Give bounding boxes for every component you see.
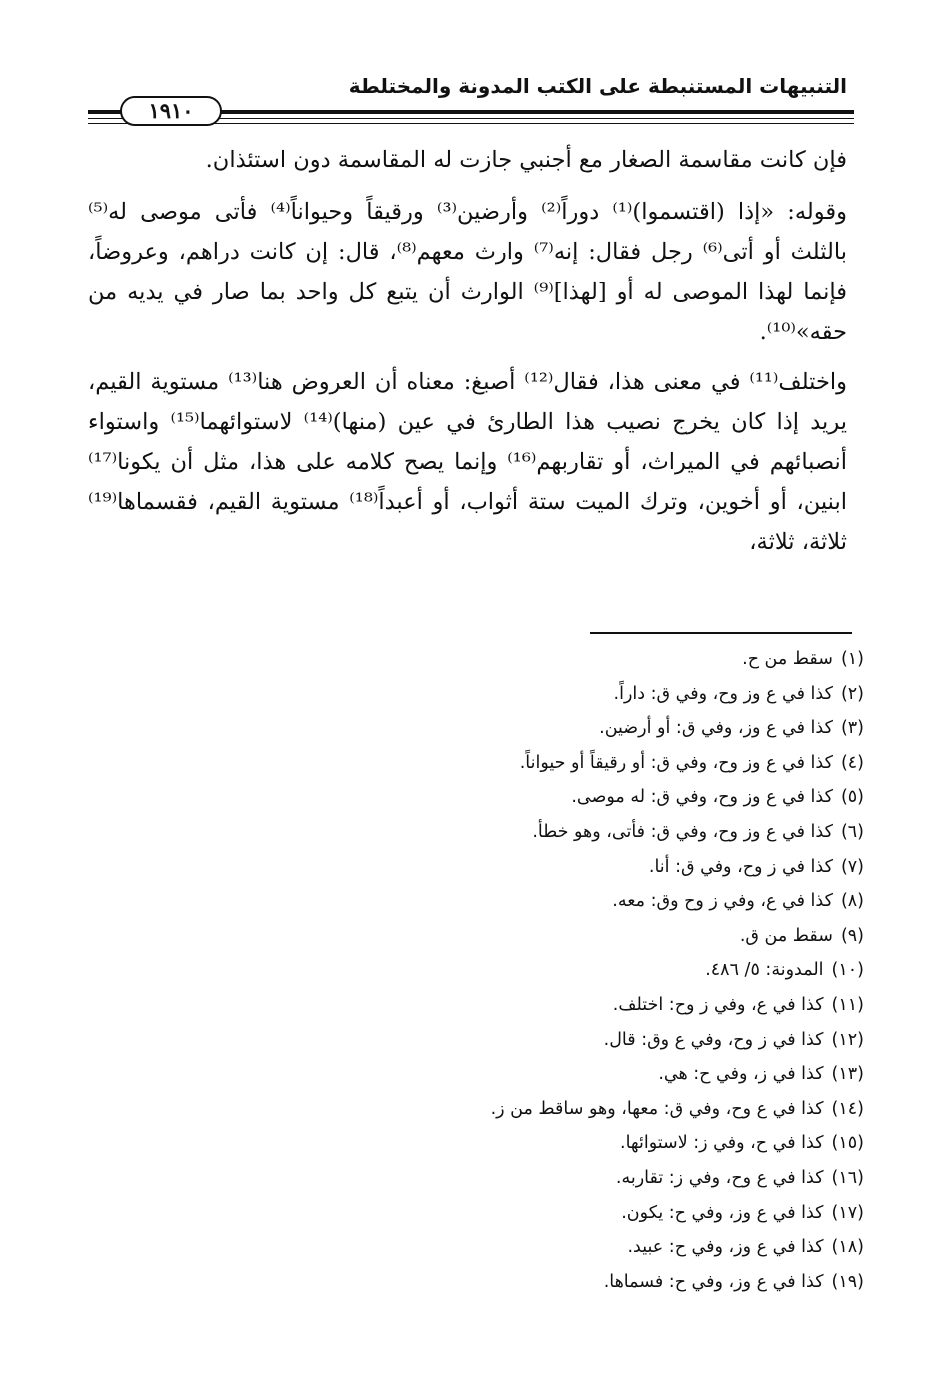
footnote-text: سقط من ق. [739,925,833,946]
footnote [88,1230,864,1265]
footnote [88,1196,864,1231]
footnote-number: (٦) [840,821,864,842]
footnote-text: كذا في ع وح، وفي ق: معها، وهو ساقط من ز. [490,1098,824,1119]
footnote-number: (١٧) [831,1202,864,1223]
footnote-number: (١٨) [831,1237,864,1258]
footnote-text: سقط من ح. [742,649,833,669]
footnote [88,711,864,746]
footnote [88,780,864,815]
footnote-number: (٨) [840,891,864,912]
footnote [88,815,864,850]
footnote-number: (١٦) [831,1167,864,1188]
footnote-number: (١١) [831,994,864,1015]
footnote [88,953,864,988]
footnote-text: كذا في ع وز وح، وفي ق: أو رقيقاً أو حيواناً. [519,752,833,773]
footnote [88,677,864,712]
footnote-number: (١٤) [831,1098,864,1119]
footnote [88,642,864,677]
footnote-text: كذا في ز وح، وفي ع وق: قال. [603,1029,824,1050]
footnote-number: (١) [840,649,864,669]
footnote-number: (١٠) [831,960,864,981]
footnote-text: كذا في ع، وفي ز وح وق: معه. [612,891,833,912]
paragraph-2: وقوله: «إذا (اقتسموا)⁽¹⁾ دوراً⁽²⁾ وأرضين⁽³⁾ ورقيقاً وحيواناً⁽⁴⁾ فأتى موصى له⁽⁵⁾ بالثلث أو أتى⁽⁶⁾ رجل فقال: إنه⁽⁷⁾ وارث معهم⁽⁸⁾، قال: إن كانت دراهم، وعروضاً، فإنما لهذا الموصى له أو [لهذا]⁽⁹⁾ الوارث أن يتبع كل واحد بما صار في يديه من حقه»⁽¹⁰⁾. [88,199,847,345]
footnote [88,919,864,954]
running-title: التنبيهات المستنبطة على الكتب المدونة والمختلطة [348,74,847,98]
footnote-number: (٧) [840,856,864,877]
footnote-separator [590,632,852,634]
footnote [88,1092,864,1127]
footnote-text: المدونة: ٥/ ٤٨٦. [705,960,824,981]
footnote-text: كذا في ع وز، وفي ق: أو أرضين. [599,718,833,739]
footnote-number: (١٩) [831,1271,864,1292]
footnote [88,884,864,919]
paragraph-1: فإن كانت مقاسمة الصغار مع أجنبي جازت له المقاسمة دون استئذان. [205,147,847,173]
footnote-number: (٩) [840,925,864,946]
footnote [88,850,864,885]
footnote-number: (٢) [840,683,864,704]
footnote-text: كذا في ع وز، وفي ح: عبيد. [627,1237,824,1258]
footnote-number: (١٥) [831,1133,864,1154]
footnote [88,988,864,1023]
main-text [88,140,847,572]
footnotes-list [88,642,864,1299]
footnote-number: (٥) [840,787,864,808]
footnote-number: (٣) [840,718,864,739]
footnote [88,1126,864,1161]
footnote-text: كذا في ع وز وح، وفي ق: فأتى، وهو خطأ. [532,821,833,842]
footnote [88,1057,864,1092]
footnote [88,1161,864,1196]
footnote-text: كذا في ع وح، وفي ز: تقاربه. [615,1167,824,1188]
paragraph-3: واختلف⁽¹¹⁾ في معنى هذا، فقال⁽¹²⁾ أصبغ: معناه أن العروض هنا⁽¹³⁾ مستوية القيم، يريد إذا كان يخرج نصيب هذا الطارئ في عين (منها)⁽¹⁴⁾ لاستوائهما⁽¹⁵⁾ واستواء أنصبائهم في الميراث، أو تقاربهم⁽¹⁶⁾ وإنما يصح كلامه على هذا، مثل أن يكونا⁽¹⁷⁾ ابنين، أو أخوين، وترك الميت ستة أثواب، أو أعبداً⁽¹⁸⁾ مستوية القيم، فقسماها⁽¹⁹⁾ ثلاثة، ثلاثة، [88,369,847,555]
footnote-text: كذا في ز وح، وفي ق: أنا. [648,856,833,877]
footnote-text: كذا في ع وز وح، وفي ق: له موصى. [571,787,833,808]
footnote [88,746,864,781]
footnote-number: (٤) [840,752,864,773]
footnote-text: كذا في ح، وفي ز: لاستوائها. [620,1133,824,1154]
footnote-number: (١٣) [831,1064,864,1085]
footnote-text: كذا في ع وز وح، وفي ق: داراً. [613,683,833,704]
footnote [88,1265,864,1300]
footnote-number: (١٢) [831,1029,864,1050]
footnote-text: كذا في ع، وفي ز وح: اختلف. [612,994,824,1015]
footnote-text: كذا في ع وز، وفي ح: فسماها. [603,1271,824,1292]
footnote [88,1023,864,1058]
footnote-text: كذا في ع وز، وفي ح: يكون. [621,1202,824,1223]
footnote-text: كذا في ز، وفي ح: هي. [658,1064,824,1085]
page-number: ١٩١٠ [120,96,222,126]
